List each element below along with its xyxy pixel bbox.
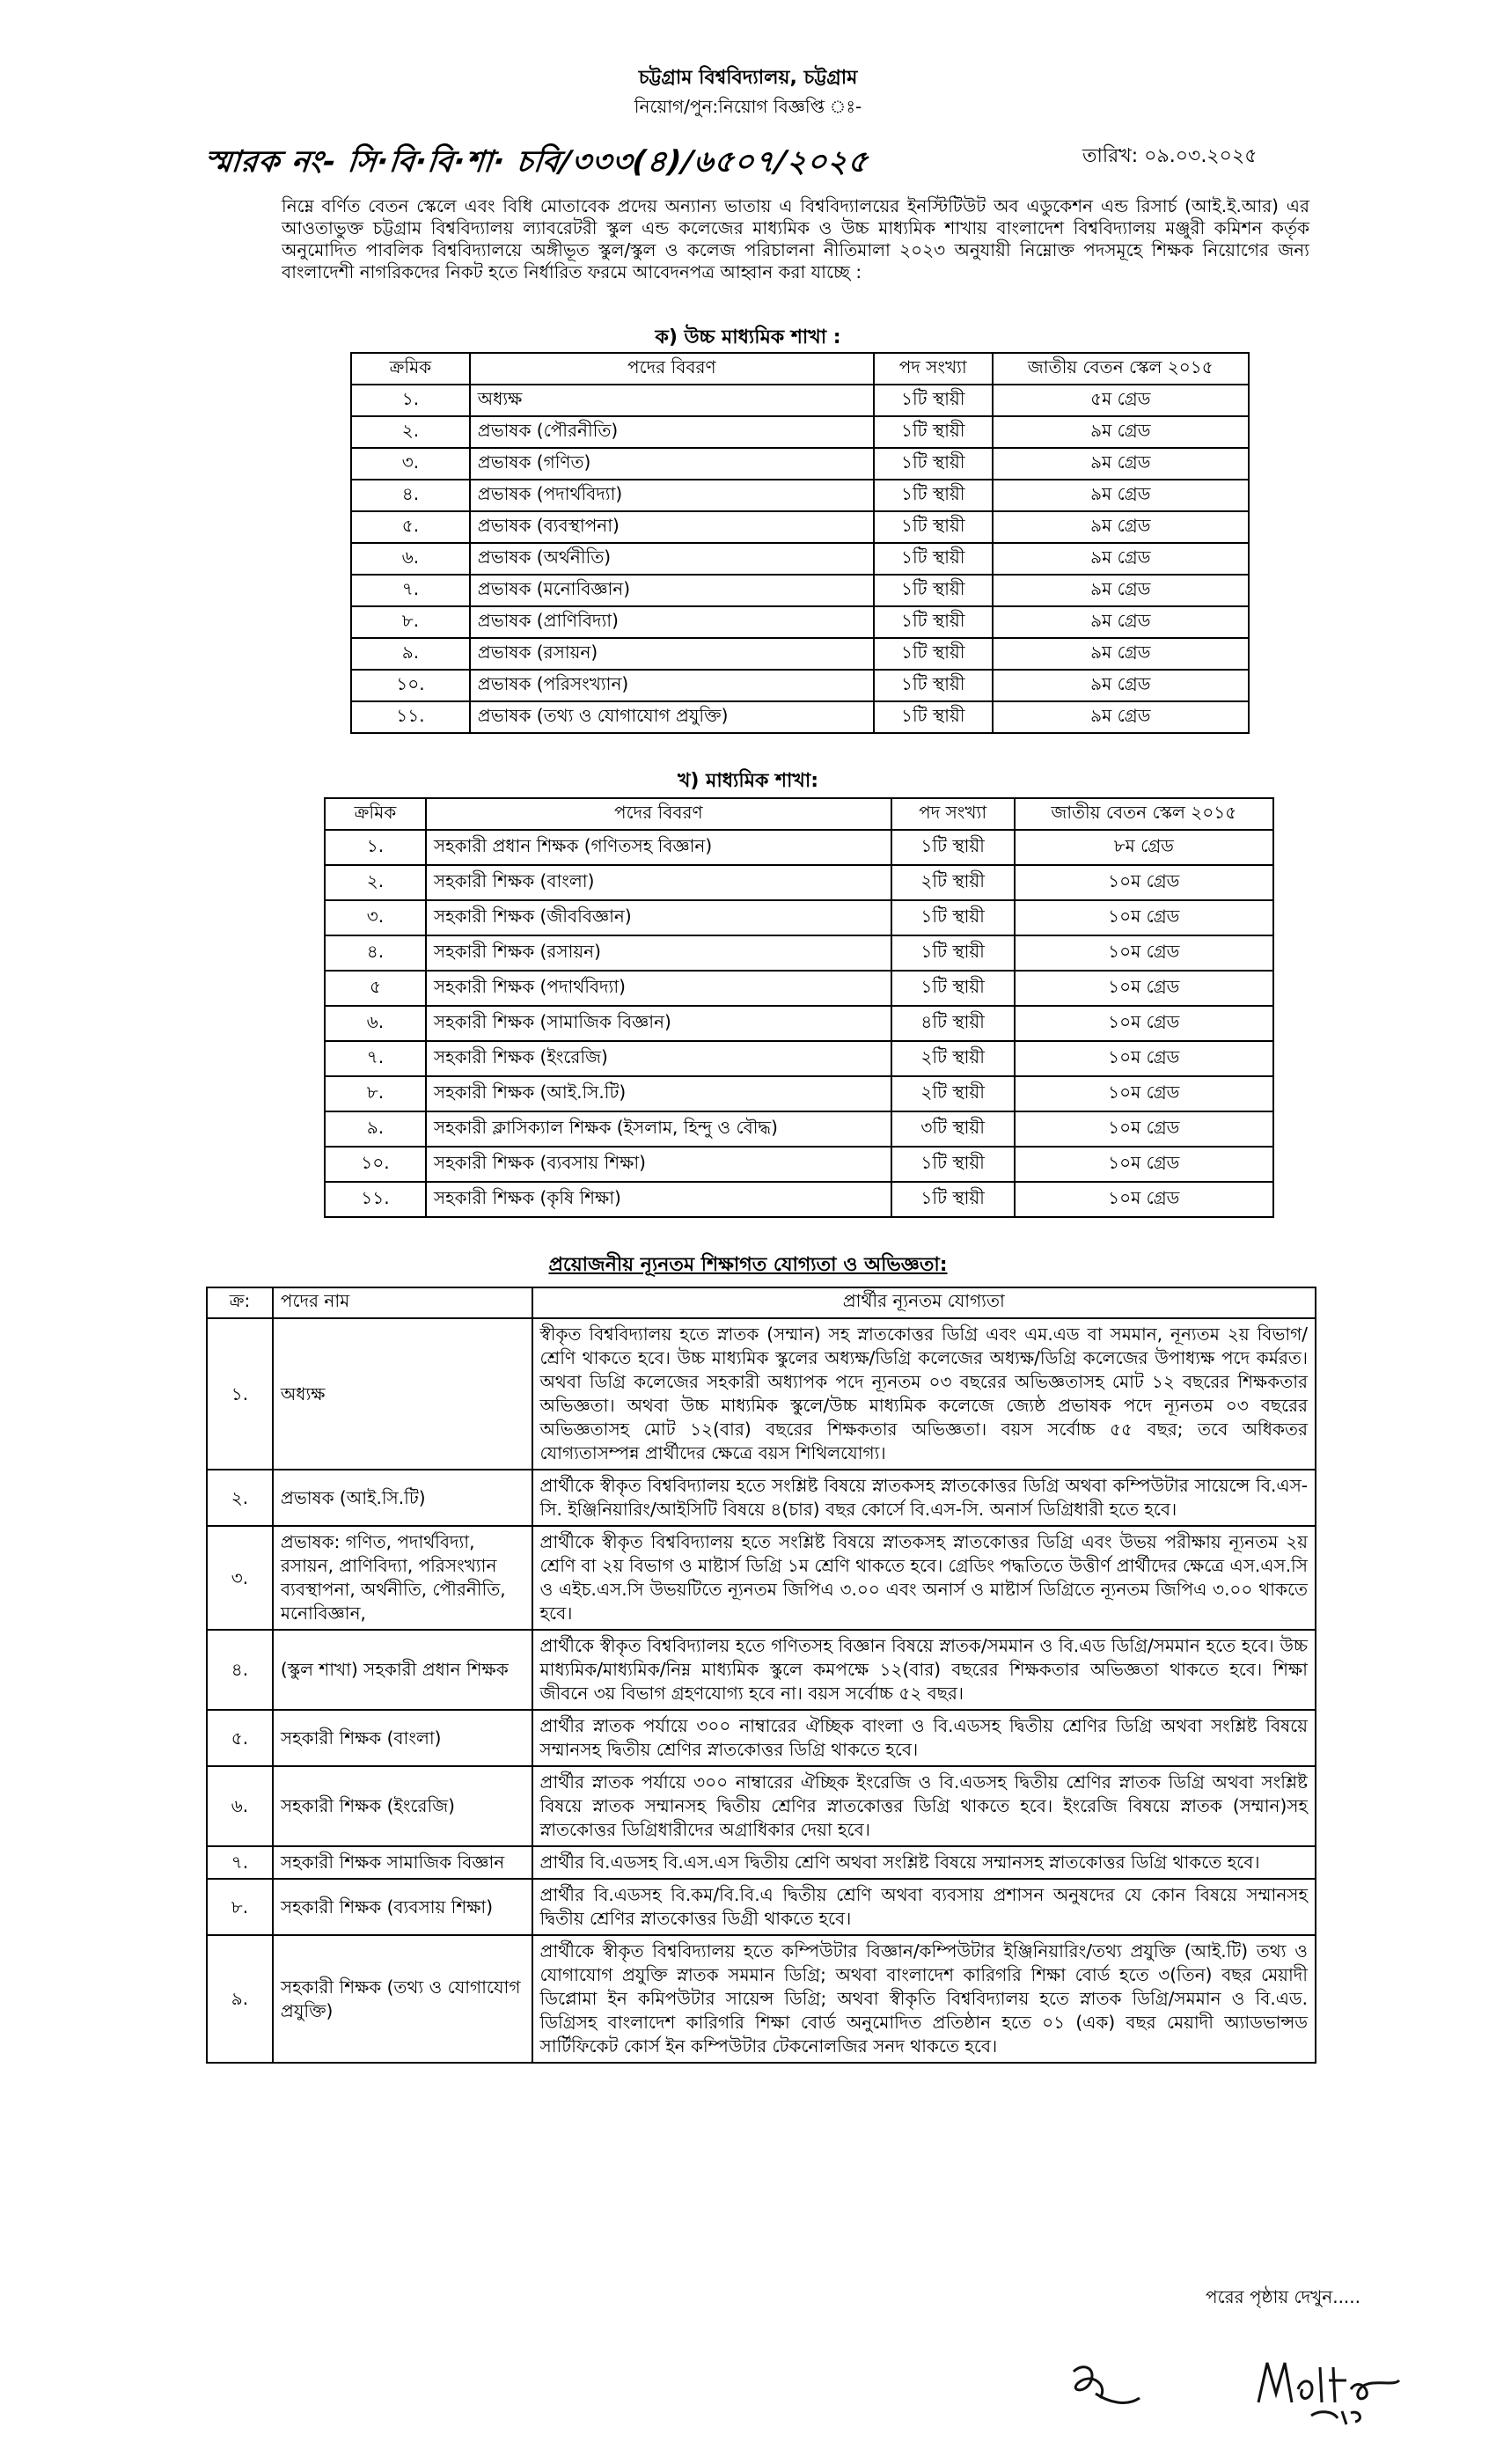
cell-serial: ৮.	[325, 1076, 426, 1111]
cell-post: প্রভাষক (গণিত)	[470, 448, 874, 480]
qualification-table	[206, 1287, 1316, 2064]
cell-serial: ৬.	[207, 1766, 273, 1846]
cell-qualification: প্রার্থীকে স্বীকৃত বিশ্ববিদ্যালয় হতে কম্পিউটার বিজ্ঞান/কম্পিউটার ইঞ্জিনিয়ারিং/তথ্য প্রযুক্তি (আই.টি) তথ্য ও যোগাযোগ প্রযুক্তি স্নাতক সমমান ডিগ্রি; অথবা বাংলাদেশ কারিগরি শিক্ষা বোর্ড হতে ৩(তিন) বছর মেয়াদী ডিপ্লোমা ইন কমিপউটার সায়েন্স ডিগ্রি; অথবা স্বীকৃতি বিশ্ববিদ্যালয় হতে স্নাতক ডিগ্রি/সমমান ও বি.এড. ডিগ্রিসহ বাংলাদেশ কারিগরি শিক্ষা বোর্ড অনুমোদিত প্রতিষ্ঠান হতে ০১ (এক) বছর মেয়াদী অ্যাডভান্সড সার্টিফিকেট কোর্স ইন কম্পিউটার টেকনোলজির সনদ থাকতে হবে।	[532, 1935, 1316, 2063]
table-row	[325, 1006, 1273, 1041]
table-row	[351, 575, 1249, 606]
table-row	[325, 1041, 1273, 1076]
cell-count: ১টি স্থায়ী	[891, 971, 1015, 1006]
cell-serial: ৪.	[325, 935, 426, 971]
cell-scale: ১০ম গ্রেড	[1015, 971, 1273, 1006]
cell-serial: ৫.	[351, 511, 470, 543]
table-row	[207, 1470, 1316, 1526]
cell-post: প্রভাষক (ব্যবস্থাপনা)	[470, 511, 874, 543]
cell-serial: ৯.	[325, 1111, 426, 1147]
cell-serial: ৮.	[207, 1879, 273, 1935]
cell-qualification: প্রার্থীর বি.এডসহ বি.কম/বি.বি.এ দ্বিতীয় শ্রেণি অথবা ব্যবসায় প্রশাসন অনুষদের যে কোন বিষয়ে সম্মানসহ দ্বিতীয় শ্রেণির স্নাতকোত্তর ডিগ্রী থাকতে হবে।	[532, 1879, 1316, 1935]
cell-post-name: প্রভাষক (আই.সি.টি)	[273, 1470, 532, 1526]
cell-serial: ১.	[207, 1318, 273, 1470]
col-post: পদের বিবরণ	[470, 353, 874, 385]
table-row	[351, 480, 1249, 511]
cell-scale: ৯ম গ্রেড	[993, 448, 1249, 480]
table-header-row	[207, 1287, 1316, 1318]
table-row	[325, 865, 1273, 900]
cell-scale: ৯ম গ্রেড	[993, 480, 1249, 511]
cell-post-name: প্রভাষক: গণিত, পদার্থবিদ্যা, রসায়ন, প্রাণিবিদ্যা, পরিসংখ্যান ব্যবস্থাপনা, অর্থনীতি, পৌরনীতি, মনোবিজ্ঞান,	[273, 1526, 532, 1630]
table-row	[351, 606, 1249, 638]
cell-post: সহকারী প্রধান শিক্ষক (গণিতসহ বিজ্ঞান)	[426, 830, 891, 865]
cell-count: ১টি স্থায়ী	[874, 416, 993, 448]
cell-scale: ৯ম গ্রেড	[993, 638, 1249, 670]
table-row	[325, 830, 1273, 865]
cell-count: ১টি স্থায়ী	[874, 511, 993, 543]
col-count: পদ সংখ্যা	[874, 353, 993, 385]
university-name: চট্টগ্রাম বিশ্ববিদ্যালয়, চট্টগ্রাম	[638, 67, 858, 89]
table-row	[207, 1846, 1316, 1879]
cell-serial: ২.	[351, 416, 470, 448]
cell-count: ২টি স্থায়ী	[891, 1041, 1015, 1076]
cell-serial: ৭.	[207, 1846, 273, 1879]
signature	[1250, 2341, 1408, 2429]
cell-serial: ২.	[325, 865, 426, 900]
cell-count: ১টি স্থায়ী	[891, 1182, 1015, 1217]
cell-post: অধ্যক্ষ	[470, 385, 874, 416]
cell-serial: ৩.	[207, 1526, 273, 1630]
table-row	[351, 511, 1249, 543]
col-qualification: প্রার্থীর ন্যূনতম যোগ্যতা	[532, 1287, 1316, 1318]
cell-qualification: প্রার্থীকে স্বীকৃত বিশ্ববিদ্যালয় হতে সংশ্লিষ্ট বিষয়ে স্নাতকসহ স্নাতকোত্তর ডিগ্রি এবং উভয় পরীক্ষায় ন্যূনতম ২য় শ্রেণি বা ২য় বিভাগ ও মাষ্টার্স ডিগ্রি ১ম শ্রেণি থাকতে হবে। গ্রেডিং পদ্ধতিতে উত্তীর্ণ প্রার্থীদের ক্ষেত্রে এস.এস.সি ও এইচ.এস.সি উভয়টিতে ন্যূনতম জিপিএ ৩.০০ এবং অনার্স ও মাষ্টার্স ডিগ্রিতে ন্যূনতম জিপিএ ৩.০০ থাকতে হবে।	[532, 1526, 1316, 1630]
cell-qualification: প্রার্থীর স্নাতক পর্যায়ে ৩০০ নাম্বারের ঐচ্ছিক ইংরেজি ও বি.এডসহ দ্বিতীয় শ্রেণির স্নাতক ডিগ্রি অথবা সংশ্লিষ্ট বিষয়ে স্নাতক সম্মানসহ দ্বিতীয় শ্রেণির স্নাতকোত্তর ডিগ্রি থাকতে হবে। ইংরেজি বিষয়ে স্নাতক (সম্মান)সহ স্নাতকোত্তর ডিগ্রিধারীদের অগ্রাধিকার দেয়া হবে।	[532, 1766, 1316, 1846]
cell-count: ১টি স্থায়ী	[874, 385, 993, 416]
cell-count: ১টি স্থায়ী	[874, 701, 993, 733]
cell-scale: ৯ম গ্রেড	[993, 701, 1249, 733]
cell-scale: ১০ম গ্রেড	[1015, 1182, 1273, 1217]
cell-post-name: (স্কুল শাখা) সহকারী প্রধান শিক্ষক	[273, 1630, 532, 1710]
col-count: পদ সংখ্যা	[891, 798, 1015, 830]
section-b-title: খ) মাধ্যমিক শাখা:	[677, 770, 819, 792]
cell-post: সহকারী শিক্ষক (কৃষি শিক্ষা)	[426, 1182, 891, 1217]
cell-scale: ৫ম গ্রেড	[993, 385, 1249, 416]
cell-serial: ৬.	[351, 543, 470, 575]
cell-count: ১টি স্থায়ী	[874, 448, 993, 480]
cell-scale: ১০ম গ্রেড	[1015, 1111, 1273, 1147]
col-post: পদের বিবরণ	[426, 798, 891, 830]
table-row	[351, 385, 1249, 416]
cell-scale: ১০ম গ্রেড	[1015, 1041, 1273, 1076]
cell-scale: ৯ম গ্রেড	[993, 606, 1249, 638]
col-serial: ক্র:	[207, 1287, 273, 1318]
cell-post-name: সহকারী শিক্ষক (তথ্য ও যোগাযোগ প্রযুক্তি)	[273, 1935, 532, 2063]
cell-post: সহকারী শিক্ষক (ইংরেজি)	[426, 1041, 891, 1076]
cell-post: সহকারী শিক্ষক (বাংলা)	[426, 865, 891, 900]
cell-serial: ৯.	[351, 638, 470, 670]
table-row	[207, 1710, 1316, 1766]
table-row	[325, 1111, 1273, 1147]
cell-serial: ৩.	[325, 900, 426, 935]
cell-serial: ৪.	[207, 1630, 273, 1710]
cell-serial: ৪.	[351, 480, 470, 511]
cell-serial: ১০.	[325, 1147, 426, 1182]
table-row	[207, 1318, 1316, 1470]
cell-serial: ১.	[325, 830, 426, 865]
cell-scale: ১০ম গ্রেড	[1015, 1006, 1273, 1041]
cell-count: ১টি স্থায়ী	[891, 1147, 1015, 1182]
cell-post-name: সহকারী শিক্ষক (ইংরেজি)	[273, 1766, 532, 1846]
cell-scale: ৯ম গ্রেড	[993, 511, 1249, 543]
cell-scale: ১০ম গ্রেড	[1015, 865, 1273, 900]
cell-qualification: প্রার্থীর বি.এডসহ বি.এস.এস দ্বিতীয় শ্রেণি অথবা সংশ্লিষ্ট বিষয়ে সম্মানসহ স্নাতকোত্তর ডিগ্রি থাকতে হবে।	[532, 1846, 1316, 1879]
col-scale: জাতীয় বেতন স্কেল ২০১৫	[1015, 798, 1273, 830]
cell-post-name: সহকারী শিক্ষক (ব্যবসায় শিক্ষা)	[273, 1879, 532, 1935]
cell-serial: ১.	[351, 385, 470, 416]
notice-title: নিয়োগ/পুন:নিয়োগ বিজ্ঞপ্তি ঃ-	[634, 96, 862, 117]
table-row	[351, 701, 1249, 733]
table-row	[351, 543, 1249, 575]
cell-post: সহকারী শিক্ষক (জীববিজ্ঞান)	[426, 900, 891, 935]
cell-count: ১টি স্থায়ী	[874, 606, 993, 638]
cell-post-name: সহকারী শিক্ষক সামাজিক বিজ্ঞান	[273, 1846, 532, 1879]
cell-scale: ১০ম গ্রেড	[1015, 900, 1273, 935]
table-row	[207, 1630, 1316, 1710]
cell-post: প্রভাষক (পৌরনীতি)	[470, 416, 874, 448]
col-serial: ক্রমিক	[351, 353, 470, 385]
cell-post: সহকারী শিক্ষক (রসায়ন)	[426, 935, 891, 971]
cell-count: ১টি স্থায়ী	[891, 830, 1015, 865]
cell-qualification: প্রার্থীর স্নাতক পর্যায়ে ৩০০ নাম্বারের ঐচ্ছিক বাংলা ও বি.এডসহ দ্বিতীয় শ্রেণির ডিগ্রি অথবা সংশ্লিষ্ট বিষয়ে সম্মানসহ দ্বিতীয় শ্রেণির স্নাতকোত্তর ডিগ্রি থাকতে হবে।	[532, 1710, 1316, 1766]
table-row	[325, 900, 1273, 935]
qualification-body	[207, 1318, 1316, 2063]
col-post-name: পদের নাম	[273, 1287, 532, 1318]
section-c-title: প্রয়োজনীয় ন্যূনতম শিক্ষাগত যোগ্যতা ও অভিজ্ঞতা:	[548, 1254, 948, 1276]
cell-count: ১টি স্থায়ী	[874, 670, 993, 701]
cell-serial: ৭.	[325, 1041, 426, 1076]
cell-serial: ৫	[325, 971, 426, 1006]
cell-scale: ১০ম গ্রেড	[1015, 935, 1273, 971]
cell-count: ২টি স্থায়ী	[891, 865, 1015, 900]
cell-qualification: প্রার্থীকে স্বীকৃত বিশ্ববিদ্যালয় হতে সংশ্লিষ্ট বিষয়ে স্নাতকসহ স্নাতকোত্তর ডিগ্রি অথবা কম্পিউটার সায়েন্সে বি.এস-সি. ইঞ্জিনিয়ারিং/আইসিটি বিষয়ে ৪(চার) বছর কোর্সে বি.এস-সি. অনার্স ডিগ্রিধারী হতে হবে।	[532, 1470, 1316, 1526]
cell-count: ৪টি স্থায়ী	[891, 1006, 1015, 1041]
cell-count: ১টি স্থায়ী	[891, 935, 1015, 971]
cell-post-name: সহকারী শিক্ষক (বাংলা)	[273, 1710, 532, 1766]
cell-post: প্রভাষক (অর্থনীতি)	[470, 543, 874, 575]
cell-serial: ৫.	[207, 1710, 273, 1766]
cell-post: সহকারী শিক্ষক (পদার্থবিদ্যা)	[426, 971, 891, 1006]
cell-serial: ৬.	[325, 1006, 426, 1041]
cell-scale: ৯ম গ্রেড	[993, 670, 1249, 701]
cell-post: প্রভাষক (তথ্য ও যোগাযোগ প্রযুক্তি)	[470, 701, 874, 733]
section-a-table	[350, 352, 1250, 734]
cell-serial: ১০.	[351, 670, 470, 701]
cell-scale: ৯ম গ্রেড	[993, 416, 1249, 448]
cell-post: সহকারী শিক্ষক (ব্যবসায় শিক্ষা)	[426, 1147, 891, 1182]
header	[0, 63, 1496, 120]
table-row	[351, 416, 1249, 448]
cell-scale: ৯ম গ্রেড	[993, 575, 1249, 606]
cell-scale: ১০ম গ্রেড	[1015, 1076, 1273, 1111]
table-header-row	[351, 353, 1249, 385]
cell-scale: ৮ম গ্রেড	[1015, 830, 1273, 865]
cell-count: ৩টি স্থায়ী	[891, 1111, 1015, 1147]
table-row	[207, 1879, 1316, 1935]
cell-serial: ২.	[207, 1470, 273, 1526]
cell-serial: ৯.	[207, 1935, 273, 2063]
table-row	[325, 1147, 1273, 1182]
cell-post: সহকারী শিক্ষক (আই.সি.টি)	[426, 1076, 891, 1111]
cell-count: ১টি স্থায়ী	[874, 543, 993, 575]
cell-scale: ৯ম গ্রেড	[993, 543, 1249, 575]
cell-post: প্রভাষক (মনোবিজ্ঞান)	[470, 575, 874, 606]
table-row	[207, 1766, 1316, 1846]
table-row	[325, 1076, 1273, 1111]
table-row	[325, 1182, 1273, 1217]
cell-count: ২টি স্থায়ী	[891, 1076, 1015, 1111]
cell-serial: ৮.	[351, 606, 470, 638]
cell-serial: ১১.	[325, 1182, 426, 1217]
table-header-row	[325, 798, 1273, 830]
cell-serial: ৭.	[351, 575, 470, 606]
table-row	[351, 448, 1249, 480]
intro-paragraph: নিম্নে বর্ণিত বেতন স্কেলে এবং বিধি মোতাবেক প্রদেয় অন্যান্য ভাতায় এ বিশ্ববিদ্যালয়ের ইনস্টিটিউট অব এডুকেশন এন্ড রিসার্চ (আই.ই.আর) এর আওতাভুক্ত চট্টগ্রাম বিশ্ববিদ্যালয় ল্যাবরেটরী স্কুল এন্ড কলেজের মাধ্যমিক ও উচ্চ মাধ্যমিক শাখায় বাংলাদেশ বিশ্ববিদ্যালয় মঞ্জুরী কমিশন কর্তৃক অনুমোদিত পাবলিক বিশ্ববিদ্যালয়ে অঙ্গীভূত স্কুল/স্কুল ও কলেজ পরিচালনা নীতিমালা ২০২৩ অনুযায়ী নিম্নোক্ত পদসমূহে শিক্ষক নিয়োগের জন্য বাংলাদেশী নাগরিকদের নিকট হতে নির্ধারিত ফরমে আবেদনপত্র আহ্বান করা যাচ্ছে :	[282, 195, 1309, 282]
col-serial: ক্রমিক	[325, 798, 426, 830]
cell-count: ১টি স্থায়ী	[891, 900, 1015, 935]
cell-post: প্রভাষক (পরিসংখ্যান)	[470, 670, 874, 701]
cell-count: ১টি স্থায়ী	[874, 480, 993, 511]
memo-number: স্মারক নং- সি·বি·বি·শা· চবি/৩৩৩(৪)/৬৫০৭/২০২৫	[202, 144, 870, 180]
col-scale: জাতীয় বেতন স্কেল ২০১৫	[993, 353, 1249, 385]
cell-serial: ১১.	[351, 701, 470, 733]
cell-post: প্রভাষক (পদার্থবিদ্যা)	[470, 480, 874, 511]
cell-post-name: অধ্যক্ষ	[273, 1318, 532, 1470]
cell-post: প্রভাষক (প্রাণিবিদ্যা)	[470, 606, 874, 638]
cell-post: প্রভাষক (রসায়ন)	[470, 638, 874, 670]
cell-count: ১টি স্থায়ী	[874, 575, 993, 606]
section-b-table	[324, 797, 1274, 1218]
table-row	[351, 638, 1249, 670]
initials-signature	[1056, 2358, 1162, 2420]
notice-date: তারিখ: ০৯.০৩.২০২৫	[1082, 145, 1258, 167]
section-a-body	[351, 385, 1249, 733]
table-row	[207, 1526, 1316, 1630]
table-row	[351, 670, 1249, 701]
section-a-title: ক) উচ্চ মাধ্যমিক শাখা :	[655, 326, 841, 348]
section-b-body	[325, 830, 1273, 1217]
table-row	[325, 935, 1273, 971]
cell-serial: ৩.	[351, 448, 470, 480]
cell-qualification: স্বীকৃত বিশ্ববিদ্যালয় হতে স্নাতক (সম্মান) সহ স্নাতকোত্তর ডিগ্রি এবং এম.এড বা সমমান, নূন্যতম ২য় বিভাগ/শ্রেণি থাকতে হবে। উচ্চ মাধ্যমিক স্কুলের অধ্যক্ষ/ডিগ্রি কলেজের অধ্যক্ষ/ডিগ্রি কলেজের উপাধ্যক্ষ পদে কর্মরত। অথবা ডিগ্রি কলেজের সহকারী অধ্যাপক পদে ন্যূনতম ০৩ বছরের অভিজ্ঞতাসহ মোট ১২ বছরের শিক্ষকতার অভিজ্ঞতা। অথবা উচ্চ মাধ্যমিক স্কুলে/উচ্চ মাধ্যমিক কলেজে জ্যেষ্ঠ প্রভাষক পদে ন্যূনতম ০৩ বছরের অভিজ্ঞতাসহ মোট ১২(বার) বছরের শিক্ষকতার অভিজ্ঞতা। বয়স সর্বোচ্চ ৫৫ বছর; তবে অধিকতর যোগ্যতাসম্পন্ন প্রার্থীদের ক্ষেত্রে বয়স শিথিলযোগ্য।	[532, 1318, 1316, 1470]
table-row	[207, 1935, 1316, 2063]
cell-count: ১টি স্থায়ী	[874, 638, 993, 670]
cell-qualification: প্রার্থীকে স্বীকৃত বিশ্ববিদ্যালয় হতে গণিতসহ বিজ্ঞান বিষয়ে স্নাতক/সমমান ও বি.এড ডিগ্রি/সমমান হতে হবে। উচ্চ মাধ্যমিক/মাধ্যমিক/নিম্ন মাধ্যমিক স্কুলে কমপক্ষে ১২(বার) বছরের শিক্ষকতার অভিজ্ঞতা থাকতে হবে। শিক্ষা জীবনে ৩য় বিভাগ গ্রহণযোগ্য হবে না। বয়স সর্বোচ্চ ৫২ বছর।	[532, 1630, 1316, 1710]
continued-note: পরের পৃষ্ঠায় দেখুন.....	[1206, 2286, 1360, 2307]
cell-post: সহকারী ক্লাসিক্যাল শিক্ষক (ইসলাম, হিন্দু ও বৌদ্ধ)	[426, 1111, 891, 1147]
cell-scale: ১০ম গ্রেড	[1015, 1147, 1273, 1182]
cell-post: সহকারী শিক্ষক (সামাজিক বিজ্ঞান)	[426, 1006, 891, 1041]
table-row	[325, 971, 1273, 1006]
